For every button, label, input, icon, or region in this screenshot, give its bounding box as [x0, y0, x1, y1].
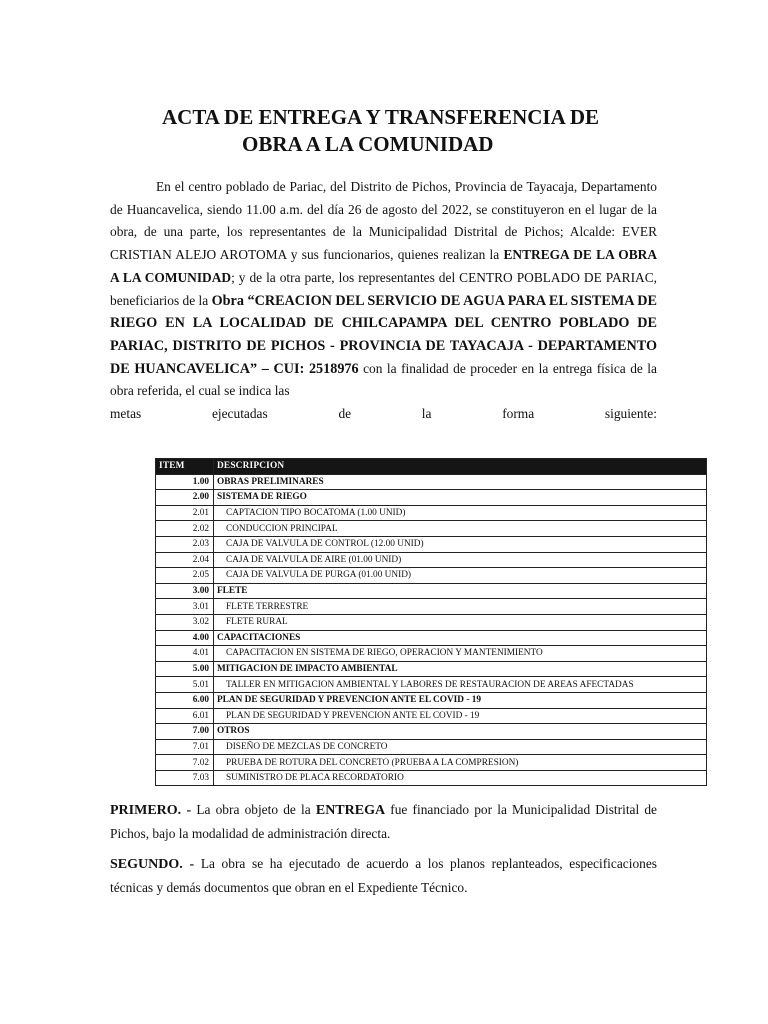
- item-description: OBRAS PRELIMINARES: [214, 474, 707, 490]
- item-description: PRUEBA DE ROTURA DEL CONCRETO (PRUEBA A LA COMPRESION): [214, 755, 707, 771]
- item-description: CAJA DE VALVULA DE PURGA (01.00 UNID): [214, 568, 707, 584]
- item-code: 7.00: [156, 724, 214, 740]
- item-description: DISEÑO DE MEZCLAS DE CONCRETO: [214, 739, 707, 755]
- table-header-row: [156, 459, 707, 475]
- table-row: [156, 552, 707, 568]
- table-row: [156, 755, 707, 771]
- item-code: 4.00: [156, 630, 214, 646]
- table-row: [156, 614, 707, 630]
- items-table: [155, 458, 707, 786]
- item-description: FLETE: [214, 583, 707, 599]
- primero-bold: ENTREGA: [315, 803, 386, 818]
- item-code: 3.02: [156, 614, 214, 630]
- intro-word: la: [421, 406, 432, 422]
- table-row: [156, 521, 707, 537]
- intro-text-2: ; y de la otra parte, los representantes del CENTRO POBLADO DE PARIAC, beneficiarios de la: [110, 269, 657, 308]
- item-description: CAJA DE VALVULA DE CONTROL (12.00 UNID): [214, 536, 707, 552]
- segundo-label: SEGUNDO. -: [110, 857, 195, 872]
- table-row: [156, 583, 707, 599]
- item-code: 3.00: [156, 583, 214, 599]
- table-row: [156, 770, 707, 786]
- table-row: [156, 490, 707, 506]
- item-code: 2.04: [156, 552, 214, 568]
- item-code: 2.01: [156, 505, 214, 521]
- item-code: 6.01: [156, 708, 214, 724]
- table-row: [156, 630, 707, 646]
- item-description: CAPACITACIONES: [214, 630, 707, 646]
- intro-word: de: [338, 406, 352, 422]
- item-code: 6.00: [156, 692, 214, 708]
- item-description: CAJA DE VALVULA DE AIRE (01.00 UNID): [214, 552, 707, 568]
- intro-text-3: con la finalidad de proceder en la entrega física de la obra referida, el cual se indica las: [110, 360, 657, 399]
- item-description: TALLER EN MITIGACION AMBIENTAL Y LABORES DE RESTAURACION DE AREAS AFECTADAS: [214, 677, 707, 693]
- item-description: PLAN DE SEGURIDAD Y PREVENCION ANTE EL COVID - 19: [214, 692, 707, 708]
- primero-text-1: La obra objeto de la: [191, 802, 316, 817]
- item-code: 2.02: [156, 521, 214, 537]
- table-row: [156, 568, 707, 584]
- title-line-2: OBRA A LA COMUNIDAD: [242, 132, 494, 156]
- table-row: [156, 536, 707, 552]
- item-description: FLETE TERRESTRE: [214, 599, 707, 615]
- document-title: [0, 104, 768, 158]
- table-row: [156, 708, 707, 724]
- item-code: 7.02: [156, 755, 214, 771]
- item-code: 2.00: [156, 490, 214, 506]
- intro-last-line: [110, 403, 657, 426]
- intro-word: ejecutadas: [211, 406, 268, 422]
- intro-paragraph: [110, 176, 657, 426]
- segundo-paragraph: [110, 852, 657, 899]
- primero-paragraph: [110, 798, 657, 845]
- primero-text-2: fue financiado por la Municipalidad Distrital de Pichos, bajo la modalidad de administración directa.: [110, 802, 658, 841]
- header-description: DESCRIPCION: [214, 459, 707, 475]
- item-description: OTROS: [214, 724, 707, 740]
- item-code: 3.01: [156, 599, 214, 615]
- intro-word: metas: [110, 406, 142, 422]
- item-code: 5.01: [156, 677, 214, 693]
- item-description: SUMINISTRO DE PLACA RECORDATORIO: [214, 770, 707, 786]
- item-description: CAPTACION TIPO BOCATOMA (1.00 UNID): [214, 505, 707, 521]
- table-row: [156, 739, 707, 755]
- title-line-1: ACTA DE ENTREGA Y TRANSFERENCIA DE: [162, 105, 600, 129]
- segundo-text: La obra se ha ejecutado de acuerdo a los planos replanteados, especificaciones técnicas y demás documentos que obran en el Expediente Técnico.: [110, 856, 657, 895]
- table-row: [156, 724, 707, 740]
- item-code: 7.03: [156, 770, 214, 786]
- project-name: Obra “CREACION DEL SERVICIO DE AGUA PARA EL SISTEMA DE RIEGO EN LA LOCALIDAD DE CHILCAPAMPA DEL CENTRO POBLADO DE PARIAC, DISTRITO DE PICHOS - PROVINCIA DE TAYACAJA - DEPARTAMENTO DE HUANCAVELICA” – CUI: 2518976: [110, 292, 657, 377]
- item-description: CAPACITACION EN SISTEMA DE RIEGO, OPERACION Y MANTENIMIENTO: [214, 646, 707, 662]
- item-code: 5.00: [156, 661, 214, 677]
- intro-word: forma: [502, 406, 535, 422]
- table-row: [156, 677, 707, 693]
- item-description: CONDUCCION PRINCIPAL: [214, 521, 707, 537]
- table-row: [156, 646, 707, 662]
- table-row: [156, 474, 707, 490]
- items-table-body: [156, 474, 707, 786]
- item-code: 7.01: [156, 739, 214, 755]
- intro-text-1: En el centro poblado de Pariac, del Distrito de Pichos, Provincia de Tayacaja, Departamento de Huancavelica, siendo 11.00 a.m. del día 26 de agosto del 2022, se constituyeron en el lugar de la obra, de una parte, los representantes de la Municipalidad Distrital de Pichos; Alcalde: EVER CRISTIAN ALEJO AROTOMA y sus funcionarios, quienes realizan la: [110, 179, 657, 263]
- table-row: [156, 505, 707, 521]
- item-description: PLAN DE SEGURIDAD Y PREVENCION ANTE EL COVID - 19: [214, 708, 707, 724]
- table-row: [156, 599, 707, 615]
- intro-word: siguiente:: [604, 406, 657, 422]
- primero-label: PRIMERO. -: [110, 803, 192, 818]
- item-code: 4.01: [156, 646, 214, 662]
- item-description: SISTEMA DE RIEGO: [214, 490, 707, 506]
- table-row: [156, 692, 707, 708]
- item-description: FLETE RURAL: [214, 614, 707, 630]
- header-item: ITEM: [156, 459, 214, 475]
- intro-bold-1: ENTREGA DE LA OBRA A LA COMUNIDAD: [110, 247, 657, 285]
- item-description: MITIGACION DE IMPACTO AMBIENTAL: [214, 661, 707, 677]
- item-code: 2.05: [156, 568, 214, 584]
- item-code: 2.03: [156, 536, 214, 552]
- item-code: 1.00: [156, 474, 214, 490]
- table-row: [156, 661, 707, 677]
